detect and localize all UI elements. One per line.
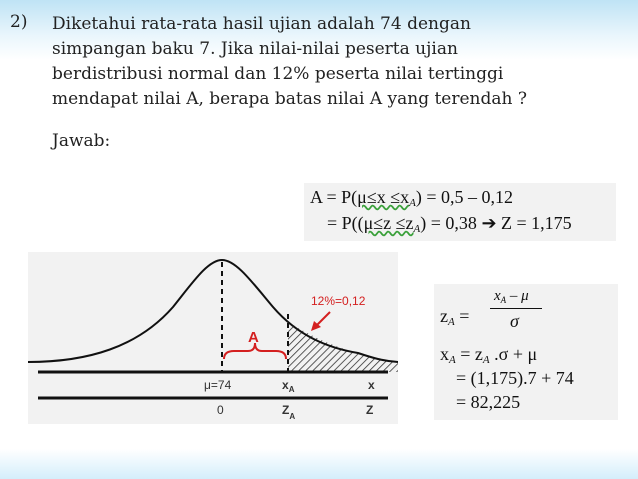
- zero-label: 0: [217, 403, 224, 417]
- z-formula-denominator: σ: [510, 311, 519, 331]
- fraction-bar: [490, 308, 542, 309]
- tail-label: 12%=0,12: [311, 294, 366, 308]
- arrow-icon: ➔: [481, 213, 497, 233]
- question-number: 2): [10, 12, 28, 32]
- z-formula-numerator: $x_A$ – μ: [494, 288, 529, 305]
- x-formula: $x_A = z_A$ .σ + μ: [440, 344, 538, 366]
- normal-curve: [28, 260, 398, 362]
- calc-step-3: = 82,225: [456, 392, 521, 412]
- formula-box: [434, 284, 618, 420]
- probability-equations: [304, 183, 616, 241]
- normal-curve-svg: [28, 252, 398, 424]
- z-label: Z: [366, 403, 374, 417]
- question-text: [52, 12, 612, 112]
- mu-label: μ=74: [204, 378, 232, 392]
- answer-label: Jawab:: [52, 131, 111, 151]
- z-formula-lhs: $z_A$ =: [440, 306, 470, 328]
- xa-label: $x_A$: [282, 378, 295, 394]
- x-label: x: [368, 378, 375, 392]
- footer-band: [0, 449, 638, 479]
- area-label: A: [248, 329, 259, 346]
- normal-curve-diagram: [28, 252, 398, 424]
- tail-area: [288, 322, 398, 372]
- question-line: mendapat nilai A, berapa batas nilai A yang terendah ?: [52, 89, 527, 109]
- equation-line-2: = $P((\mu\le z \le z_A) = 0,38$ ➔ Z = 1,175: [327, 213, 572, 235]
- za-label: $Z_A$: [282, 403, 296, 421]
- question-line: berdistribusi normal dan 12% peserta nilai tertinggi: [52, 64, 504, 84]
- question-line: simpangan baku 7. Jika nilai-nilai peserta ujian: [52, 39, 458, 59]
- calc-step-2: = (1,175).7 + 74: [456, 368, 574, 388]
- question-line: Diketahui rata-rata hasil ujian adalah 74 dengan: [52, 14, 471, 34]
- equation-line-1: $A = P(\mu\le x \le x_A) = 0,5 - 0,12$: [310, 187, 513, 209]
